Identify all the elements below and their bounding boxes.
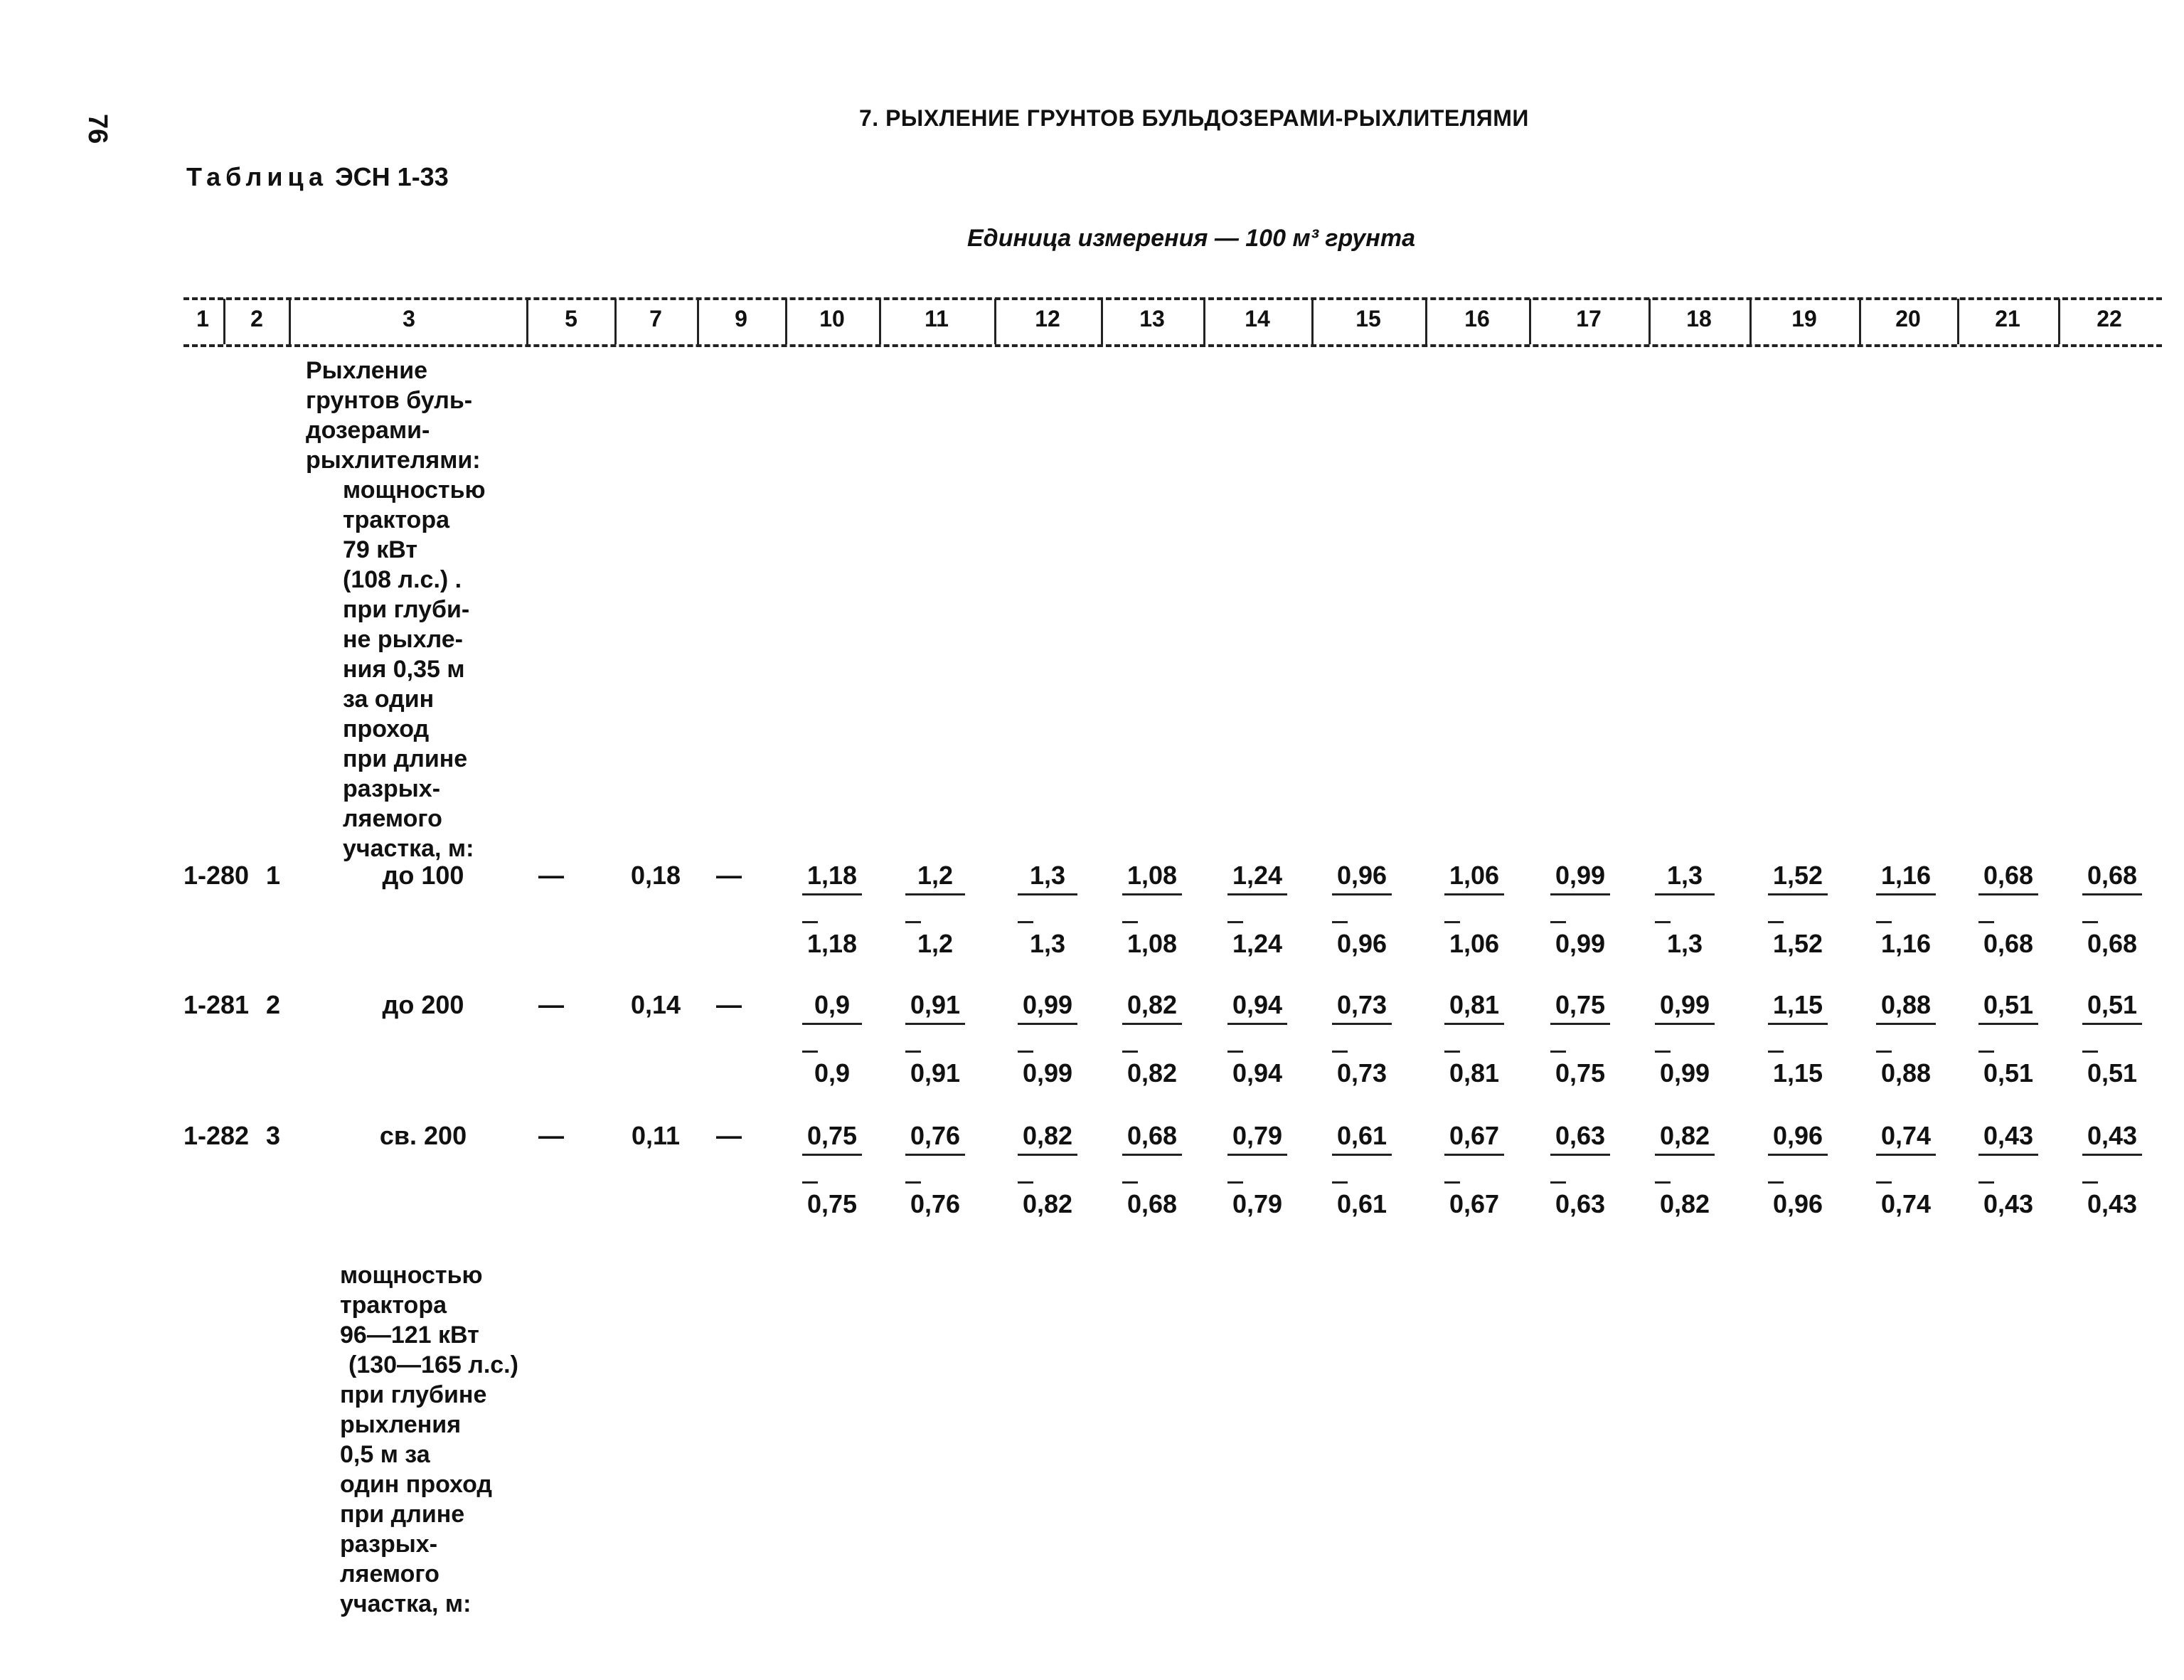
cell-col5: —: [538, 990, 564, 1019]
value-numerator: 0,68: [1126, 1121, 1178, 1150]
col-header: 20: [1895, 306, 1921, 331]
description-line: один проход: [340, 1471, 492, 1498]
value-cell: [889, 861, 981, 959]
value-cell: [2062, 1121, 2162, 1219]
fraction-dash: [1876, 1181, 1892, 1184]
fraction-dash: [1655, 1181, 1671, 1184]
value-numerator: 1,52: [1772, 861, 1823, 890]
fraction-bar: [905, 1154, 965, 1156]
value-denominator: 0,99: [1022, 1058, 1073, 1088]
fraction-dash: [2082, 1051, 2098, 1053]
description-line: при длине: [343, 745, 468, 772]
value-denominator: 0,96: [1336, 929, 1387, 958]
fraction-bar: [1122, 1154, 1182, 1156]
fraction-dash: [1444, 1051, 1460, 1053]
value-denominator: 1,3: [1029, 929, 1066, 958]
fraction-dash: [1018, 921, 1033, 923]
fraction-bar: [1876, 1154, 1936, 1156]
row-number: 3: [266, 1121, 281, 1150]
fraction-bar: [1550, 1154, 1610, 1156]
value-denominator: 0,61: [1336, 1189, 1387, 1218]
fraction-bar: [905, 893, 965, 895]
value-cell: [1742, 1121, 1853, 1219]
value-cell: [1205, 1121, 1310, 1219]
description-line: 96—121 кВт: [340, 1322, 479, 1349]
page-number: 76: [82, 114, 112, 144]
value-cell: [1636, 990, 1734, 1088]
fraction-bar: [1018, 893, 1077, 895]
value-numerator: 0,91: [910, 990, 961, 1019]
description-line: разрых-: [343, 775, 441, 802]
description-line: дозерами-: [306, 417, 430, 444]
value-cell: [1528, 861, 1633, 959]
value-cell: [1636, 861, 1734, 959]
value-denominator: 0,91: [910, 1058, 961, 1088]
fraction-bar: [2082, 893, 2142, 895]
fraction-bar: [1227, 1154, 1287, 1156]
value-denominator: 0,88: [1880, 1058, 1932, 1088]
column-separator: [526, 299, 528, 344]
fraction-dash: [905, 921, 921, 923]
row-label: до 100: [382, 861, 464, 890]
cell-col9: —: [716, 1121, 742, 1150]
col-header: 21: [1995, 306, 2020, 331]
col-header: 2: [250, 306, 263, 331]
fraction-bar: [1018, 1023, 1077, 1025]
value-denominator: 0,63: [1555, 1189, 1606, 1218]
description-line: (108 л.с.) .: [343, 566, 462, 593]
value-denominator: 1,06: [1449, 929, 1500, 958]
value-numerator: 0,82: [1659, 1121, 1710, 1150]
value-numerator: 0,43: [1983, 1121, 2034, 1150]
value-numerator: 1,15: [1772, 990, 1823, 1019]
group2-description: [340, 1260, 518, 1619]
description-line: рыхления: [340, 1411, 462, 1438]
value-denominator: 0,51: [2087, 1058, 2138, 1088]
description-line: ния 0,35 м: [343, 656, 465, 683]
value-numerator: 1,18: [806, 861, 858, 890]
fraction-dash: [2082, 921, 2098, 923]
fraction-bar: [1122, 1023, 1182, 1025]
row-code: 1-282: [183, 1121, 250, 1150]
fraction-dash: [1550, 1051, 1566, 1053]
fraction-dash: [802, 921, 818, 923]
description-line: мощностью: [343, 477, 486, 504]
fraction-bar: [1768, 893, 1828, 895]
fraction-bar: [1978, 893, 2038, 895]
fraction-dash: [1550, 1181, 1566, 1184]
value-denominator: 0,82: [1659, 1189, 1710, 1218]
value-cell: [1422, 861, 1526, 959]
col-header: 22: [2097, 306, 2122, 331]
fraction-dash: [1332, 921, 1348, 923]
fraction-bar: [1768, 1023, 1828, 1025]
fraction-dash: [1227, 1181, 1243, 1184]
value-numerator: 1,3: [1029, 861, 1066, 890]
value-cell: [1742, 990, 1853, 1088]
value-numerator: 0,67: [1449, 1121, 1500, 1150]
value-numerator: 0,75: [806, 1121, 858, 1150]
fraction-dash: [1018, 1051, 1033, 1053]
value-cell: [1313, 990, 1411, 1088]
fraction-dash: [802, 1181, 818, 1184]
fraction-dash: [1655, 921, 1671, 923]
value-numerator: 1,24: [1232, 861, 1283, 890]
value-denominator: 0,75: [1555, 1058, 1606, 1088]
value-numerator: 0,61: [1336, 1121, 1387, 1150]
value-denominator: 0,82: [1126, 1058, 1178, 1088]
fraction-bar: [1332, 893, 1392, 895]
value-cell: [2062, 990, 2162, 1088]
fraction-dash: [905, 1051, 921, 1053]
fraction-bar: [2082, 1154, 2142, 1156]
value-denominator: 1,08: [1126, 929, 1178, 958]
fraction-dash: [1444, 921, 1460, 923]
value-numerator: 0,82: [1126, 990, 1178, 1019]
fraction-bar: [1876, 1023, 1936, 1025]
value-denominator: 0,68: [1983, 929, 2034, 958]
fraction-dash: [1122, 1051, 1138, 1053]
header-top-rule: [183, 297, 2162, 300]
value-cell: [787, 1121, 878, 1219]
description-line: при длине: [340, 1501, 465, 1528]
value-cell: [787, 990, 878, 1088]
description-line: при глуби-: [343, 596, 470, 623]
value-cell: [1528, 990, 1633, 1088]
cell-col9: —: [716, 861, 742, 890]
row-label: св. 200: [379, 1121, 467, 1150]
fraction-dash: [1876, 921, 1892, 923]
fraction-dash: [905, 1181, 921, 1184]
cell-col7: 0,11: [631, 1121, 681, 1150]
value-denominator: 0,75: [806, 1189, 858, 1218]
value-numerator: 1,3: [1666, 861, 1703, 890]
section-title: 7. РЫХЛЕНИЕ ГРУНТОВ БУЛЬДОЗЕРАМИ-РЫХЛИТЕЛЯМИ: [859, 105, 1529, 131]
description-line: проход: [343, 716, 430, 743]
description-line: не рыхле-: [343, 626, 463, 653]
description-line: трактора: [340, 1292, 447, 1319]
value-denominator: 1,52: [1772, 929, 1823, 958]
value-denominator: 1,24: [1232, 929, 1283, 958]
value-numerator: 0,68: [2087, 861, 2138, 890]
fraction-dash: [1768, 1181, 1784, 1184]
value-cell: [996, 990, 1099, 1088]
fraction-bar: [802, 893, 862, 895]
col-header: 3: [403, 306, 415, 331]
value-denominator: 0,43: [1983, 1189, 2034, 1218]
description-line: мощностью: [340, 1262, 483, 1289]
value-denominator: 0,67: [1449, 1189, 1500, 1218]
value-denominator: 0,96: [1772, 1189, 1823, 1218]
value-numerator: 0,43: [2087, 1121, 2138, 1150]
value-cell: [1102, 1121, 1202, 1219]
value-numerator: 0,94: [1232, 990, 1283, 1019]
value-numerator: 0,74: [1880, 1121, 1932, 1150]
header-bottom-rule: [183, 344, 2162, 347]
value-numerator: 1,06: [1449, 861, 1500, 890]
col-header: 10: [819, 306, 845, 331]
fraction-dash: [1978, 1181, 1994, 1184]
value-cell: [889, 990, 981, 1088]
value-denominator: 0,76: [910, 1189, 961, 1218]
row-label: до 200: [382, 990, 464, 1019]
value-numerator: 0,68: [1983, 861, 2034, 890]
col-header: 13: [1139, 306, 1165, 331]
column-separator: [223, 299, 225, 344]
value-denominator: 0,82: [1022, 1189, 1073, 1218]
row-code: 1-281: [183, 990, 250, 1019]
col-header: 7: [649, 306, 662, 331]
col-header: 14: [1245, 306, 1270, 331]
fraction-dash: [2082, 1181, 2098, 1184]
description-line: грунтов буль-: [306, 387, 473, 414]
description-line: ляемого: [343, 805, 442, 832]
fraction-dash: [1978, 921, 1994, 923]
fraction-bar: [1655, 893, 1715, 895]
row-number: 2: [266, 990, 281, 1019]
description-line: Рыхление: [306, 357, 428, 384]
fraction-dash: [1227, 921, 1243, 923]
value-cell: [1853, 1121, 1959, 1219]
description-line: разрых-: [340, 1531, 438, 1558]
value-numerator: 0,76: [910, 1121, 961, 1150]
col-header: 9: [735, 306, 747, 331]
group1-description: [306, 356, 486, 863]
fraction-bar: [1550, 1023, 1610, 1025]
cell-col7: 0,14: [630, 990, 681, 1019]
row-code: 1-280: [183, 861, 250, 890]
value-cell: [996, 861, 1099, 959]
cell-col5: —: [538, 861, 564, 890]
fraction-bar: [1122, 893, 1182, 895]
description-line: рыхлителями:: [306, 447, 481, 474]
value-numerator: 1,2: [917, 861, 954, 890]
value-denominator: 0,68: [2087, 929, 2138, 958]
fraction-dash: [1122, 1181, 1138, 1184]
table-title-prefix: Таблица: [186, 162, 329, 191]
fraction-dash: [1444, 1181, 1460, 1184]
value-numerator: 0,96: [1772, 1121, 1823, 1150]
value-numerator: 1,08: [1126, 861, 1178, 890]
value-denominator: 0,51: [1983, 1058, 2034, 1088]
value-cell: [787, 861, 878, 959]
fraction-dash: [1018, 1181, 1033, 1184]
description-line: (130—165 л.с.): [348, 1351, 518, 1378]
fraction-bar: [1876, 893, 1936, 895]
value-cell: [1313, 861, 1411, 959]
fraction-dash: [1655, 1051, 1671, 1053]
description-line: за один: [343, 686, 435, 713]
fraction-dash: [1122, 921, 1138, 923]
col-header: 1: [196, 306, 209, 331]
description-line: 0,5 м за: [340, 1441, 430, 1468]
value-denominator: 0,68: [1126, 1189, 1178, 1218]
value-cell: [1853, 861, 1959, 959]
value-numerator: 0,82: [1022, 1121, 1073, 1150]
value-cell: [1853, 990, 1959, 1088]
unit-of-measure: Единица измерения — 100 м³ грунта: [967, 225, 1415, 252]
fraction-dash: [1978, 1051, 1994, 1053]
value-denominator: 1,16: [1880, 929, 1932, 958]
fraction-bar: [1444, 1154, 1504, 1156]
value-cell: [1528, 1121, 1633, 1219]
value-denominator: 1,15: [1772, 1058, 1823, 1088]
value-cell: [889, 1121, 981, 1219]
fraction-dash: [1550, 921, 1566, 923]
column-separator: [289, 299, 291, 344]
fraction-dash: [1227, 1051, 1243, 1053]
fraction-bar: [1978, 1154, 2038, 1156]
value-numerator: 0,73: [1336, 990, 1387, 1019]
value-denominator: 0,99: [1555, 929, 1606, 958]
value-cell: [1313, 1121, 1411, 1219]
fraction-bar: [1550, 893, 1610, 895]
description-line: 79 кВт: [343, 536, 418, 563]
value-denominator: 1,2: [917, 929, 954, 958]
fraction-bar: [1655, 1154, 1715, 1156]
col-header: 5: [565, 306, 577, 331]
description-line: участка, м:: [340, 1590, 472, 1617]
value-cell: [1422, 1121, 1526, 1219]
value-numerator: 0,96: [1336, 861, 1387, 890]
fraction-bar: [1655, 1023, 1715, 1025]
fraction-bar: [1332, 1023, 1392, 1025]
fraction-dash: [1768, 1051, 1784, 1053]
fraction-dash: [802, 1051, 818, 1053]
value-denominator: 0,81: [1449, 1058, 1500, 1088]
value-cell: [1205, 861, 1310, 959]
fraction-bar: [1978, 1023, 2038, 1025]
col-header: 15: [1355, 306, 1381, 331]
value-numerator: 0,99: [1022, 990, 1073, 1019]
fraction-dash: [1876, 1051, 1892, 1053]
value-denominator: 0,9: [814, 1058, 851, 1088]
col-header: 11: [925, 306, 949, 331]
value-denominator: 1,3: [1666, 929, 1703, 958]
value-cell: [1102, 990, 1202, 1088]
value-denominator: 0,43: [2087, 1189, 2138, 1218]
value-denominator: 0,79: [1232, 1189, 1283, 1218]
col-header: 18: [1686, 306, 1712, 331]
value-numerator: 0,51: [1983, 990, 2034, 1019]
value-cell: [1960, 1121, 2057, 1219]
value-numerator: 0,51: [2087, 990, 2138, 1019]
value-numerator: 0,75: [1555, 990, 1606, 1019]
value-cell: [996, 1121, 1099, 1219]
cell-col9: —: [716, 990, 742, 1019]
fraction-dash: [1768, 921, 1784, 923]
cell-col7: 0,18: [630, 861, 681, 890]
col-header: 16: [1464, 306, 1490, 331]
value-cell: [1205, 990, 1310, 1088]
value-cell: [1742, 861, 1853, 959]
value-cell: [2062, 861, 2162, 959]
description-line: при глубине: [340, 1381, 487, 1408]
value-cell: [1960, 990, 2057, 1088]
value-cell: [1422, 990, 1526, 1088]
fraction-bar: [905, 1023, 965, 1025]
fraction-bar: [1768, 1154, 1828, 1156]
table-title: [186, 162, 449, 192]
col-header: 17: [1576, 306, 1602, 331]
value-numerator: 0,99: [1555, 861, 1606, 890]
col-header: 19: [1791, 306, 1817, 331]
fraction-bar: [1332, 1154, 1392, 1156]
value-denominator: 0,94: [1232, 1058, 1283, 1088]
value-numerator: 0,63: [1555, 1121, 1606, 1150]
value-numerator: 0,81: [1449, 990, 1500, 1019]
value-cell: [1102, 861, 1202, 959]
value-numerator: 0,79: [1232, 1121, 1283, 1150]
value-cell: [1636, 1121, 1734, 1219]
value-denominator: 0,99: [1659, 1058, 1710, 1088]
fraction-bar: [1444, 893, 1504, 895]
fraction-bar: [1227, 893, 1287, 895]
fraction-bar: [1018, 1154, 1077, 1156]
value-cell: [1960, 861, 2057, 959]
description-line: ляемого: [340, 1561, 440, 1588]
value-numerator: 0,9: [814, 990, 851, 1019]
row-number: 1: [266, 861, 281, 890]
col-header: 12: [1035, 306, 1060, 331]
value-numerator: 0,88: [1880, 990, 1932, 1019]
table-title-code: ЭСН 1-33: [335, 162, 449, 191]
value-denominator: 0,73: [1336, 1058, 1387, 1088]
value-denominator: 0,74: [1880, 1189, 1932, 1218]
fraction-dash: [1332, 1181, 1348, 1184]
value-numerator: 0,99: [1659, 990, 1710, 1019]
description-line: участка, м:: [343, 835, 474, 862]
fraction-bar: [1227, 1023, 1287, 1025]
value-denominator: 1,18: [806, 929, 858, 958]
fraction-dash: [1332, 1051, 1348, 1053]
value-numerator: 1,16: [1880, 861, 1932, 890]
fraction-bar: [1444, 1023, 1504, 1025]
description-line: трактора: [343, 506, 449, 533]
fraction-bar: [802, 1154, 862, 1156]
fraction-bar: [2082, 1023, 2142, 1025]
fraction-bar: [802, 1023, 862, 1025]
cell-col5: —: [538, 1121, 564, 1150]
